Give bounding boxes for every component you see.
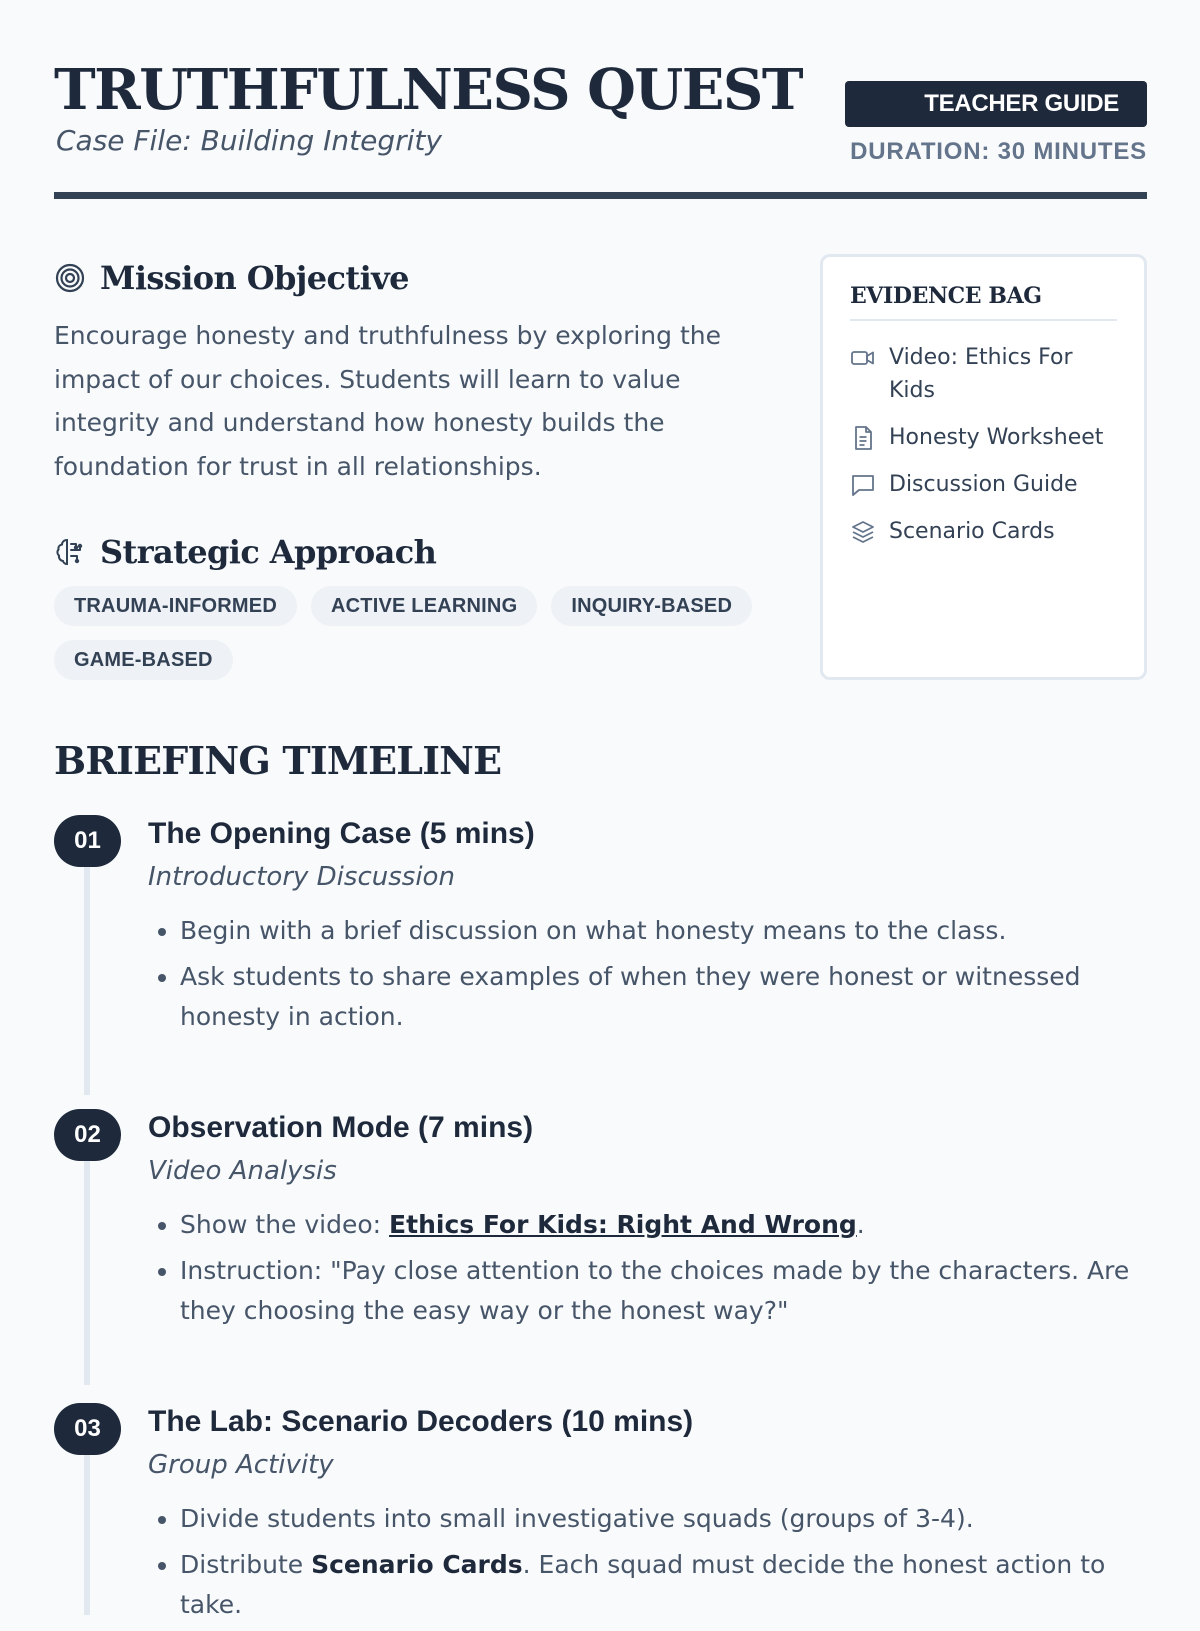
evidence-item-worksheet[interactable]	[850, 421, 1117, 454]
strategic-approach-title: Strategic Approach	[100, 533, 437, 571]
video-icon	[850, 345, 876, 371]
bullet-text: Distribute	[180, 1550, 312, 1579]
timeline-connector	[84, 1455, 90, 1615]
page-title: TRUTHFULNESS QUEST	[54, 57, 803, 123]
target-icon	[54, 262, 86, 294]
step-bullets	[180, 1205, 1140, 1337]
timeline-step	[54, 815, 1147, 1085]
document-icon	[850, 425, 876, 451]
tag-game-based: GAME-BASED	[54, 640, 233, 680]
evidence-item-scenario-cards[interactable]	[850, 515, 1117, 548]
step-number: 03	[54, 1403, 121, 1455]
strategic-approach-heading	[54, 530, 436, 574]
timeline-connector	[84, 867, 90, 1095]
brain-icon	[54, 536, 86, 568]
step-type: Introductory Discussion	[148, 862, 455, 892]
header	[54, 56, 1147, 200]
evidence-item-discussion-guide[interactable]	[850, 468, 1117, 501]
step-bullet: • Instruction: "Pay close attention to the choices made by the characters. Are they choosing the easy way or the honest way?"	[180, 1251, 1140, 1331]
step-bullet	[180, 1205, 1140, 1245]
chat-icon	[850, 472, 876, 498]
evidence-bag-panel	[820, 254, 1147, 680]
step-type: Group Activity	[148, 1450, 334, 1480]
step-number: 01	[54, 815, 121, 867]
page-subtitle: Case File: Building Integrity	[56, 124, 442, 157]
step-title: The Opening Case (5 mins)	[148, 817, 535, 850]
evidence-bag-title: EVIDENCE BAG	[850, 283, 1117, 321]
evidence-bag-list	[850, 341, 1117, 548]
step-bullet: • Divide students into small investigative squads (groups of 3-4).	[180, 1499, 1140, 1539]
bullet-text: Show the video:	[180, 1210, 390, 1239]
step-bullet: • Begin with a brief discussion on what honesty means to the class.	[180, 911, 1140, 951]
step-bullets	[180, 911, 1140, 1043]
timeline-step	[54, 1403, 1147, 1619]
step-title: The Lab: Scenario Decoders (10 mins)	[148, 1405, 694, 1438]
duration-label: DURATION: 30 MINUTES	[850, 138, 1147, 165]
evidence-item-label: Honesty Worksheet	[889, 425, 1104, 450]
tag-trauma-informed: TRAUMA-INFORMED	[54, 586, 297, 626]
teacher-guide-badge: TEACHER GUIDE	[845, 81, 1147, 127]
scenario-cards-emphasis: Scenario Cards	[311, 1550, 523, 1579]
evidence-item-video[interactable]	[850, 341, 1117, 407]
mission-objective-title: Mission Objective	[100, 259, 409, 297]
step-number: 02	[54, 1109, 121, 1161]
layers-icon	[850, 519, 876, 545]
timeline-heading: BRIEFING TIMELINE	[54, 738, 502, 783]
step-title: Observation Mode (7 mins)	[148, 1111, 534, 1144]
evidence-item-label: Discussion Guide	[889, 472, 1078, 497]
step-bullet: • Ask students to share examples of when they were honest or witnessed honesty in action.	[180, 957, 1140, 1037]
timeline-step	[54, 1109, 1147, 1379]
mission-objective-text: Encourage honesty and truthfulness by exploring the impact of our choices. Students will learn to value integrity and understand how honesty builds the foundation for trust in all relationships.	[54, 321, 721, 481]
bullet-text: .	[856, 1210, 865, 1239]
evidence-item-label: Scenario Cards	[889, 519, 1055, 544]
approach-tags	[54, 586, 794, 680]
bullet-text: . Each squad must decide the honest action to take.	[180, 1550, 1106, 1619]
step-bullet	[180, 1545, 1140, 1625]
timeline-connector	[84, 1161, 90, 1385]
evidence-item-label: Video: Ethics For Kids	[889, 345, 1073, 403]
header-divider	[54, 192, 1147, 199]
step-type: Video Analysis	[148, 1156, 337, 1186]
mission-objective-heading	[54, 256, 409, 300]
lesson-page	[54, 0, 1147, 1619]
tag-active-learning: ACTIVE LEARNING	[311, 586, 537, 626]
step-bullets	[180, 1499, 1140, 1631]
video-link[interactable]: Ethics For Kids: Right And Wrong	[389, 1210, 857, 1239]
tag-inquiry-based: INQUIRY-BASED	[551, 586, 752, 626]
